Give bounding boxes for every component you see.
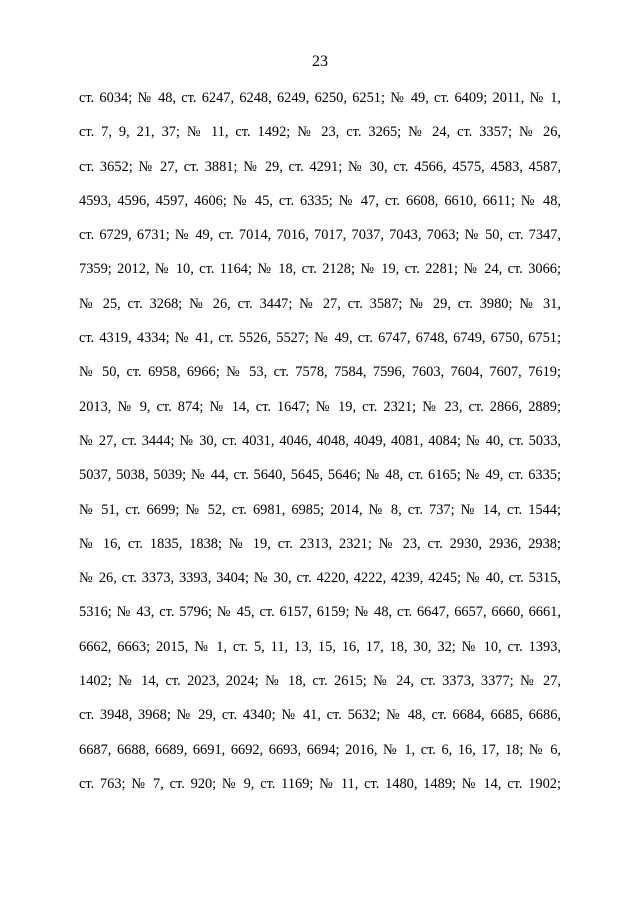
- text-line: ст. 3948, 3968; № 29, ст. 4340; № 41, ст. 5632; № 48, ст. 6684, 6685, 6686,: [79, 707, 561, 724]
- text-line: ст. 3652; № 27, ст. 3881; № 29, ст. 4291; № 30, ст. 4566, 4575, 4583, 4587,: [79, 158, 561, 175]
- text-line: № 16, ст. 1835, 1838; № 19, ст. 2313, 2321; № 23, ст. 2930, 2936, 2938;: [79, 535, 561, 552]
- text-line: 4593, 4596, 4597, 4606; № 45, ст. 6335; № 47, ст. 6608, 6610, 6611; № 48,: [79, 192, 561, 209]
- text-line: 1402; № 14, ст. 2023, 2024; № 18, ст. 2615; № 24, ст. 3373, 3377; № 27,: [79, 673, 561, 690]
- page-number: 23: [312, 53, 328, 70]
- document-body-text: [79, 88, 561, 808]
- text-line: 6662, 6663; 2015, № 1, ст. 5, 11, 13, 15, 16, 17, 18, 30, 32; № 10, ст. 1393,: [79, 638, 561, 655]
- text-line: 5037, 5038, 5039; № 44, ст. 5640, 5645, 5646; № 48, ст. 6165; № 49, ст. 6335;: [79, 467, 561, 484]
- text-line: 7359; 2012, № 10, ст. 1164; № 18, ст. 2128; № 19, ст. 2281; № 24, ст. 3066;: [79, 261, 561, 278]
- text-line: ст. 6729, 6731; № 49, ст. 7014, 7016, 7017, 7037, 7043, 7063; № 50, ст. 7347,: [79, 227, 561, 244]
- text-line: № 27, ст. 3444; № 30, ст. 4031, 4046, 4048, 4049, 4081, 4084; № 40, ст. 5033,: [79, 432, 561, 449]
- text-line: № 51, ст. 6699; № 52, ст. 6981, 6985; 2014, № 8, ст. 737; № 14, ст. 1544;: [79, 501, 561, 518]
- text-line: 5316; № 43, ст. 5796; № 45, ст. 6157, 6159; № 48, ст. 6647, 6657, 6660, 6661,: [79, 604, 561, 621]
- text-line: № 25, ст. 3268; № 26, ст. 3447; № 27, ст. 3587; № 29, ст. 3980; № 31,: [79, 295, 561, 312]
- text-line: ст. 763; № 7, ст. 920; № 9, ст. 1169; № 11, ст. 1480, 1489; № 14, ст. 1902;: [79, 775, 561, 792]
- text-line: № 26, ст. 3373, 3393, 3404; № 30, ст. 4220, 4222, 4239, 4245; № 40, ст. 5315,: [79, 570, 561, 587]
- text-line: ст. 6034; № 48, ст. 6247, 6248, 6249, 6250, 6251; № 49, ст. 6409; 2011, № 1,: [79, 90, 561, 106]
- text-line: 2013, № 9, ст. 874; № 14, ст. 1647; № 19, ст. 2321; № 23, ст. 2866, 2889;: [79, 398, 561, 415]
- text-line: № 50, ст. 6958, 6966; № 53, ст. 7578, 7584, 7596, 7603, 7604, 7607, 7619;: [79, 364, 561, 381]
- text-line: ст. 4319, 4334; № 41, ст. 5526, 5527; № 49, ст. 6747, 6748, 6749, 6750, 6751;: [79, 330, 561, 347]
- text-line: ст. 7, 9, 21, 37; № 11, ст. 1492; № 23, ст. 3265; № 24, ст. 3357; № 26,: [79, 124, 561, 141]
- text-line: 6687, 6688, 6689, 6691, 6692, 6693, 6694; 2016, № 1, ст. 6, 16, 17, 18; № 6,: [79, 741, 561, 758]
